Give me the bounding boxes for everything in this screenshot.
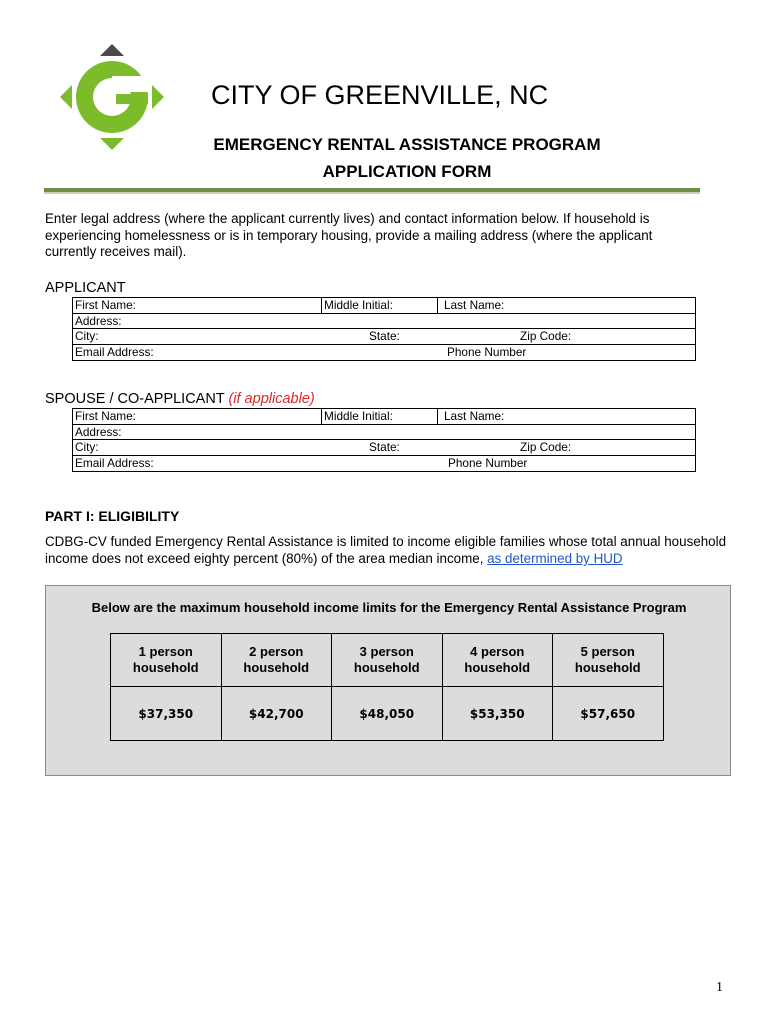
income-limits-header-row [111,634,664,687]
household-size-cell [111,634,222,687]
applicant-state-field[interactable] [367,329,517,344]
household-label: household [574,660,641,675]
logo-top-arrow [100,44,124,56]
applicant-city-field[interactable] [73,329,363,344]
field-label: Last Name: [444,298,505,312]
co-applicant-first-name-field[interactable] [73,409,321,424]
applicant-email-field[interactable] [73,345,443,361]
income-limit-value: $57,650 [553,687,664,741]
logo-left-arrow [60,85,72,109]
household-size-cell [221,634,332,687]
co-applicant-middle-initial-field[interactable] [321,409,437,424]
household-label: household [464,660,531,675]
household-size: 2 person [249,644,304,659]
applicant-last-name-field[interactable] [437,298,695,313]
field-label: Middle Initial: [324,409,393,423]
field-label: First Name: [75,409,136,423]
applicant-zip-field[interactable] [518,329,688,344]
city-title: CITY OF GREENVILLE, NC [211,80,549,110]
household-size-cell [553,634,664,687]
income-limit-value: $53,350 [442,687,553,741]
applicant-middle-initial-field[interactable] [321,298,437,313]
applicant-form [72,297,696,361]
applicant-address-row [73,314,695,330]
field-label: Phone Number [447,344,527,359]
co-applicant-phone-field[interactable] [446,456,686,472]
field-label: Email Address: [75,344,154,359]
household-size: 5 person [580,644,635,659]
program-title-line2: APPLICATION FORM [322,162,492,181]
applicant-address-field[interactable] [73,314,693,329]
part1-heading: PART I: ELIGIBILITY [45,508,180,524]
income-limit-value: $37,350 [111,687,222,741]
income-limits-title [45,600,731,615]
co-applicant-city-field[interactable] [73,440,363,455]
income-limit-value: $48,050 [332,687,443,741]
field-label: State: [369,440,400,454]
co-applicant-heading [45,391,315,407]
household-size-cell [332,634,443,687]
field-label: State: [369,329,400,343]
field-label: Middle Initial: [324,298,393,312]
part1-text [45,533,745,567]
co-applicant-name-row [73,409,695,425]
logo-right-arrow [152,85,164,109]
co-applicant-heading-text: SPOUSE / CO-APPLICANT [45,391,225,407]
program-title-line1: EMERGENCY RENTAL ASSISTANCE PROGRAM [213,135,601,154]
income-limits-title-text: Below are the maximum household income limits for the Emergency Rental Assistance Program [91,600,687,615]
field-label: Last Name: [444,409,505,423]
field-label: Address: [75,424,122,439]
co-applicant-last-name-field[interactable] [437,409,695,424]
income-limits-table [110,633,664,741]
household-size: 1 person [138,644,193,659]
household-label: household [353,660,420,675]
applicant-city-row [73,329,695,345]
hud-link[interactable]: as determined by HUD [487,551,623,566]
header-divider-shadow [44,192,700,194]
applicant-first-name-field[interactable] [73,298,321,313]
field-label: Email Address: [75,455,154,470]
income-limits-value-row [111,687,664,741]
co-applicant-address-row [73,425,695,441]
household-size: 4 person [470,644,525,659]
co-applicant-address-field[interactable] [73,425,693,440]
co-applicant-email-row [73,456,695,472]
page-number: 1 [716,980,723,995]
field-label: Zip Code: [520,440,572,454]
field-label: City: [75,440,99,454]
part1-body: CDBG-CV funded Emergency Rental Assistance is limited to income eligible families whose total annual household income does not exceed eighty percent (80%) of the area median income, [45,534,727,566]
field-label: Phone Number [448,455,528,470]
applicant-heading: APPLICANT [45,280,126,296]
intro-text: Enter legal address (where the applicant currently lives) and contact information below. If household is experiencing homelessness or is in temporary housing, provide a mailing address (where the applicant currently receives mail). [45,211,653,259]
household-size-cell [442,634,553,687]
applicant-email-row [73,345,695,361]
co-applicant-form [72,408,696,472]
field-label: First Name: [75,298,136,312]
field-label: Zip Code: [520,329,572,343]
co-applicant-city-row [73,440,695,456]
household-size: 3 person [359,644,414,659]
program-title [0,131,770,185]
applicant-name-row [73,298,695,314]
field-label: City: [75,329,99,343]
household-label: household [243,660,310,675]
co-applicant-email-field[interactable] [73,456,443,472]
co-applicant-note: (if applicable) [228,391,315,407]
co-applicant-zip-field[interactable] [518,440,688,455]
applicant-phone-field[interactable] [445,345,685,361]
income-limit-value: $42,700 [221,687,332,741]
co-applicant-state-field[interactable] [367,440,517,455]
field-label: Address: [75,313,122,328]
household-label: household [132,660,199,675]
